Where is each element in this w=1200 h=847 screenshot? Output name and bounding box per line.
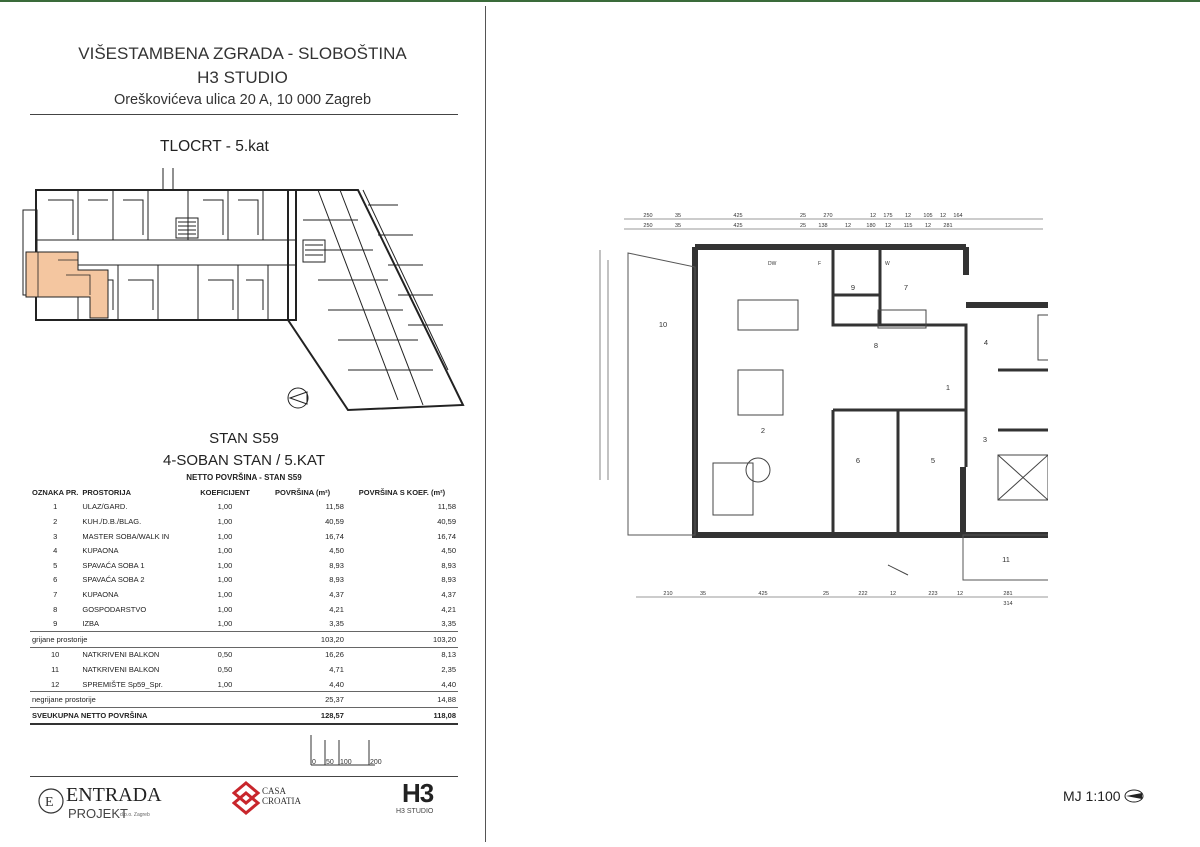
table-cell: 1,00 [217,575,233,585]
table-cell: 8,93 [441,560,456,570]
table-row [30,647,458,662]
fixture-f: F [818,261,822,267]
dimension-label: 12 [884,223,892,229]
table-cell: 4,21 [329,604,344,614]
unit-type: 4-SOBAN STAN / 5.KAT [163,452,325,469]
table-cell: 6 [53,575,58,585]
table-cell: SPREMIŠTE Sp59_Spr. [82,679,163,689]
table-cell: SPAVAĆA SOBA 2 [82,575,145,585]
table-row [30,587,458,602]
subtotal-row [30,631,458,647]
table-cell: 0,50 [217,664,233,674]
table-cell: 9 [53,619,58,629]
fixture-dw: DW [768,261,777,267]
table-row [30,677,458,692]
header-rule [30,114,458,115]
table-cell: 2 [53,516,58,526]
subtotal-label: SVEUKUPNA NETTO POVRŠINA [30,707,259,723]
table-cell: 1,00 [217,560,233,570]
dimension-label: 425 [758,591,768,597]
casa-text: CASA [262,786,287,796]
table-cell: 4,50 [329,546,344,556]
svg-text:E: E [45,795,54,810]
north-arrow-icon [1124,789,1144,803]
dimension-label: 12 [869,213,877,219]
dimension-label: 270 [823,213,833,219]
col-header: POVRŠINA S KOEF. (m²) [358,487,446,497]
table-cell: MASTER SOBA/WALK IN [82,531,170,541]
scale-tick: 100 [340,759,352,766]
dimension-label: 35 [674,213,682,219]
area-table [30,485,458,725]
table-cell: NATKRIVENI BALKON [82,650,160,660]
table-cell: 10 [51,650,60,660]
table-cell: 4,21 [441,604,456,614]
dimension-label: 180 [866,223,876,229]
table-cell: KUPAONA [82,546,119,556]
table-cell: 1 [53,502,58,512]
dimension-label: 425 [733,213,743,219]
dimension-label: 425 [733,223,743,229]
room-number: 2 [760,426,766,435]
room-number: 10 [658,320,668,329]
subtotal-area: 128,57 [259,707,346,723]
subtotal-row [30,692,458,708]
table-cell: 40,59 [437,516,456,526]
table-cell: GOSPODARSTVO [82,604,147,614]
table-row [30,529,458,544]
table-cell: 4,50 [441,546,456,556]
table-cell: 12 [51,679,60,689]
top-border [0,0,1200,2]
table-cell: KUH./D.B./BLAG. [82,516,142,526]
scale-tick: 0 [312,759,316,766]
table-cell: IZBA [82,619,100,629]
dimension-label: 12 [939,213,947,219]
room-number: 1 [945,383,951,392]
table-cell: 16,74 [325,531,344,541]
dimension-label: 12 [904,213,912,219]
subtotal-label: negrijane prostorije [30,692,259,708]
col-header: KOEFICIJENT [200,487,250,497]
table-row [30,514,458,529]
footer-rule [30,776,458,777]
dimension-label: 35 [699,591,707,597]
table-cell: 4,40 [329,679,344,689]
table-header [30,485,458,500]
subtotal-label: grijane prostorije [30,631,259,647]
table-cell: 16,74 [437,531,456,541]
table-cell: 11,58 [437,502,456,512]
table-cell: 1,00 [217,604,233,614]
dimension-label: 25 [822,591,830,597]
entrada-small: d.o.o. Zagreb [120,812,150,818]
table-cell: 4,40 [441,679,456,689]
table-cell: 1,00 [217,531,233,541]
dimension-label: 281 [943,223,953,229]
entrada-name: ENTRADA [66,784,162,806]
h3-mark: H3 [402,778,434,808]
room-number: 4 [983,338,989,347]
subtotal-area-coef: 118,08 [346,707,458,723]
table-cell: 3 [53,531,58,541]
room-number: 6 [855,456,861,465]
entrada-logo [34,780,164,830]
table-cell: NATKRIVENI BALKON [82,664,160,674]
table-cell: SPAVAĆA SOBA 1 [82,560,145,570]
dimension-label: 210 [663,591,673,597]
dimension-label: 105 [923,213,933,219]
table-cell: 2,35 [441,664,456,674]
dimension-label: 12 [889,591,897,597]
dimension-label: 175 [883,213,893,219]
dimension-label: 164 [953,213,963,219]
table-cell: 0,50 [217,650,233,660]
subtotal-area-coef: 103,20 [346,631,458,647]
room-number: 11 [1002,555,1010,564]
table-cell: 1,00 [217,619,233,629]
table-cell: 16,26 [325,650,344,660]
table-row [30,543,458,558]
table-row [30,500,458,515]
dimension-label: 35 [674,223,682,229]
room-number: 5 [930,456,936,465]
croatia-text: CROATIA [262,796,302,806]
dimension-label: 250 [643,213,653,219]
casa-croatia-mark-icon [232,780,262,816]
scale-label [1063,788,1144,804]
table-cell: 4,37 [441,589,456,599]
table-cell: 1,00 [217,546,233,556]
table-cell: 4,37 [329,589,344,599]
col-header: POVRŠINA (m²) [275,487,331,497]
fixture-w: W [885,261,890,267]
dimension-label: 25 [799,213,807,219]
room-number: 7 [903,283,909,292]
table-cell: 5 [53,560,58,570]
room-number: 9 [850,283,856,292]
h3-studio-logo [396,780,456,820]
table-cell: 40,59 [325,516,344,526]
net-area-label: NETTO POVRŠINA - STAN S59 [186,473,302,482]
table-cell: 3,35 [441,619,456,629]
table-cell: 8,93 [329,575,344,585]
table-cell: KUPAONA [82,589,119,599]
dimension-total: 314 [1003,601,1013,605]
table-row [30,602,458,617]
table-cell: 8,93 [441,575,456,585]
scale-tick: 200 [370,759,382,766]
h3-studio-text: H3 STUDIO [396,808,434,815]
project-title: VIŠESTAMBENA ZGRADA - SLOBOŠTINA [78,44,407,63]
floor-plan [588,205,1048,605]
grand-total-row [30,707,458,723]
table-cell: 7 [53,589,58,599]
panel-divider [485,6,486,842]
dimension-label: 250 [643,223,653,229]
subtotal-area: 103,20 [259,631,346,647]
key-plan [18,160,468,420]
unit-name: STAN S59 [209,430,279,447]
entrada-sub: PROJEKT [68,806,128,821]
room-number: 8 [873,341,879,350]
dimension-label: 12 [956,591,964,597]
table-cell: 3,35 [329,619,344,629]
dimension-label: 25 [799,223,807,229]
dimension-label: 281 [1003,591,1013,597]
scale-tick: 50 [326,759,334,766]
table-row [30,558,458,573]
dimension-label: 12 [844,223,852,229]
entrada-emblem-icon [36,786,66,816]
table-cell: 4,71 [329,664,344,674]
table-cell: 1,00 [217,589,233,599]
table-cell: 8 [53,604,58,614]
dimension-label: 115 [903,223,913,229]
studio-name: H3 STUDIO [197,68,288,87]
casa-croatia-logo [230,780,320,820]
subtotal-area: 25,37 [259,692,346,708]
floor-label: TLOCRT - 5.kat [160,138,269,155]
dimension-label: 12 [924,223,932,229]
table-row [30,573,458,588]
project-address: Oreškovićeva ulica 20 A, 10 000 Zagreb [113,92,372,108]
scale-text: MJ 1:100 [1063,788,1121,804]
table-cell: 11 [51,664,60,674]
scale-bar [305,735,405,770]
col-header: PROSTORIJA [82,487,132,497]
subtotal-area-coef: 14,88 [346,692,458,708]
table-cell: 1,00 [217,502,233,512]
table-row [30,616,458,631]
table-cell: 4 [53,546,58,556]
table-cell: 1,00 [217,679,233,689]
table-cell: ULAZ/GARD. [82,502,128,512]
dimension-label: 223 [928,591,938,597]
dimension-label: 222 [858,591,868,597]
table-row [30,662,458,677]
table-cell: 11,58 [325,502,344,512]
dimension-label: 138 [818,223,828,229]
col-header: OZNAKA PR. [32,487,79,497]
table-cell: 1,00 [217,516,233,526]
table-cell: 8,93 [329,560,344,570]
room-number: 3 [982,435,988,444]
table-cell: 8,13 [441,650,456,660]
